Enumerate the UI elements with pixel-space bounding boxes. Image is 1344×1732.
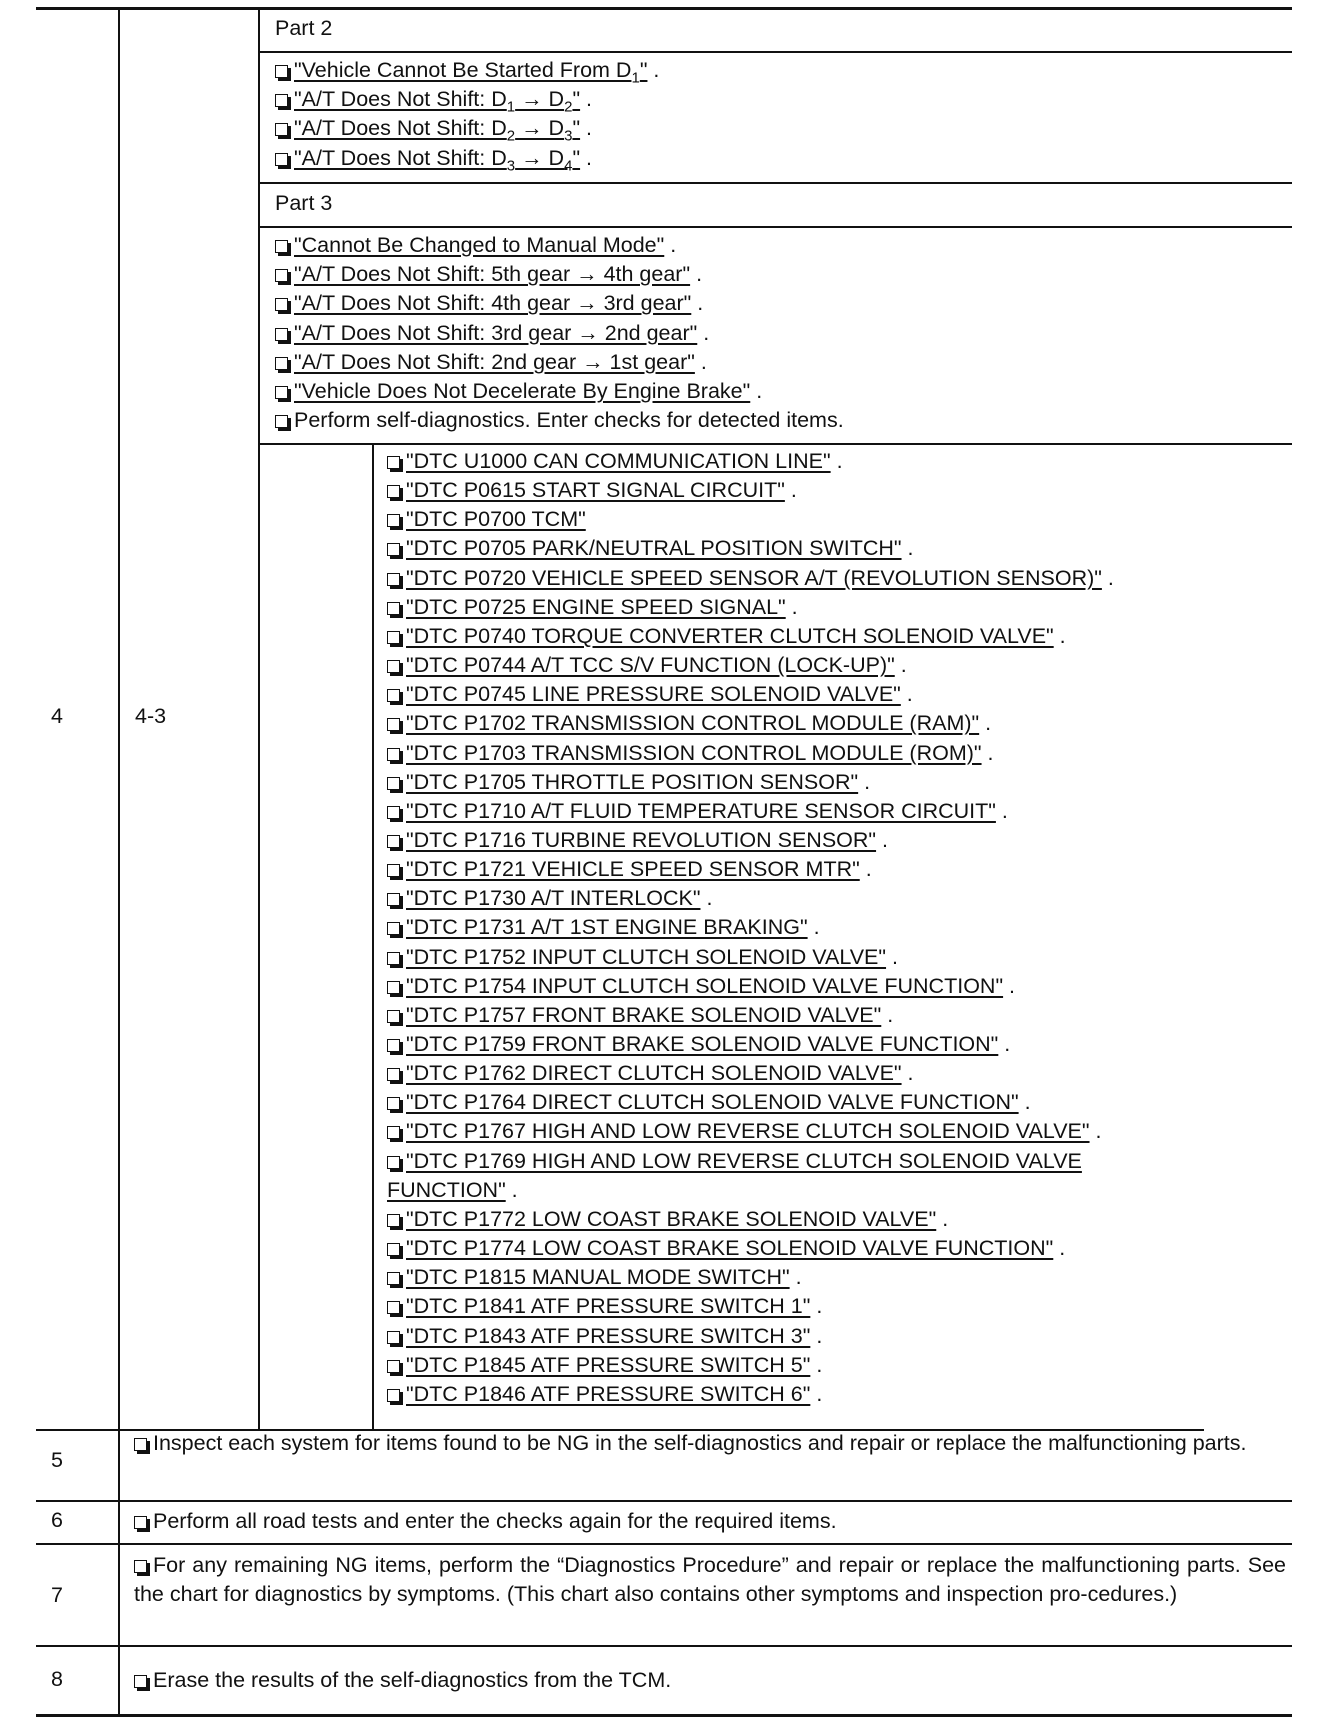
checkbox-icon[interactable] bbox=[387, 631, 400, 644]
dtc-suffix: . bbox=[1018, 1090, 1031, 1115]
subscript: 4 bbox=[564, 156, 573, 174]
dtc-link[interactable]: "DTC P1705 THROTTLE POSITION SENSOR" bbox=[406, 769, 859, 794]
checkbox-icon[interactable] bbox=[275, 357, 288, 370]
table-top-border bbox=[36, 7, 1292, 10]
step-number: 8 bbox=[51, 1667, 63, 1691]
part3-note bbox=[275, 406, 844, 435]
dtc-suffix: . bbox=[876, 827, 889, 852]
dtc-link[interactable]: "DTC P1759 FRONT BRAKE SOLENOID VALVE FUNCTION" bbox=[406, 1032, 999, 1056]
dtc-suffix: . bbox=[886, 944, 898, 969]
part3-item bbox=[275, 377, 762, 406]
step-number: 5 bbox=[51, 1448, 63, 1472]
subscript: 2 bbox=[506, 127, 516, 145]
part3-link[interactable]: "A/T Does Not Shift: 5th gear → 4th gear" bbox=[294, 262, 691, 287]
dtc-link[interactable]: "DTC P0725 ENGINE SPEED SIGNAL" bbox=[406, 594, 786, 619]
dtc-link[interactable]: "DTC P1754 INPUT CLUTCH SOLENOID VALVE FUNCTION" bbox=[406, 973, 1004, 998]
checkbox-icon[interactable] bbox=[275, 240, 288, 253]
checkbox-icon[interactable] bbox=[387, 1331, 400, 1344]
part2-suffix: . bbox=[580, 87, 593, 112]
part3-item bbox=[275, 289, 703, 318]
dtc-suffix: . bbox=[995, 798, 1008, 823]
dtc-link[interactable]: "DTC P1846 ATF PRESSURE SWITCH 6" bbox=[406, 1381, 811, 1406]
col-divider-step bbox=[118, 7, 120, 1717]
dtc-suffix: . bbox=[810, 1323, 823, 1348]
part3-suffix: . bbox=[750, 379, 763, 403]
dtc-suffix: . bbox=[830, 449, 843, 473]
dtc-link[interactable]: "DTC P1841 ATF PRESSURE SWITCH 1" bbox=[406, 1294, 811, 1319]
checkbox-icon[interactable] bbox=[387, 922, 400, 935]
part2-link[interactable]: "A/T Does Not Shift: $D_2 \to D_3$" bbox=[294, 116, 581, 145]
dtc-link[interactable]: "DTC P1764 DIRECT CLUTCH SOLENOID VALVE FUNCTION" bbox=[406, 1090, 1019, 1115]
dtc-item bbox=[387, 1263, 802, 1292]
checkbox-icon[interactable] bbox=[387, 1389, 400, 1402]
checkbox-icon[interactable] bbox=[387, 514, 400, 527]
part3-link[interactable]: "Vehicle Does Not Decelerate By Engine Brake" bbox=[294, 379, 751, 403]
divider-part3-start bbox=[258, 182, 1292, 184]
dtc-link[interactable]: "DTC P0615 START SIGNAL CIRCUIT" bbox=[406, 478, 785, 503]
dtc-suffix: . bbox=[1053, 623, 1066, 648]
checkbox-icon[interactable] bbox=[387, 485, 400, 498]
dtc-link[interactable]: "DTC P1772 LOW COAST BRAKE SOLENOID VALVE" bbox=[406, 1206, 937, 1231]
part3-suffix: . bbox=[664, 233, 677, 257]
dtc-item bbox=[387, 1322, 822, 1351]
checkbox-icon[interactable] bbox=[387, 952, 400, 965]
dtc-link[interactable]: "DTC P0745 LINE PRESSURE SOLENOID VALVE" bbox=[406, 682, 901, 707]
checkbox-icon[interactable] bbox=[134, 1675, 147, 1688]
part3-note-text: Perform self-diagnostics. Enter checks for detected items. bbox=[294, 408, 844, 432]
checkbox-icon[interactable] bbox=[134, 1516, 147, 1529]
dtc-link[interactable]: "DTC P1845 ATF PRESSURE SWITCH 5" bbox=[406, 1352, 811, 1377]
checkbox-icon[interactable] bbox=[387, 602, 400, 615]
divider-part2-header bbox=[258, 51, 1292, 53]
dtc-suffix: . bbox=[810, 1381, 823, 1406]
checkbox-icon[interactable] bbox=[387, 1243, 400, 1256]
checkbox-icon[interactable] bbox=[275, 386, 288, 399]
checkbox-icon[interactable] bbox=[275, 415, 288, 428]
dtc-link[interactable]: "DTC P1710 A/T FLUID TEMPERATURE SENSOR CIRCUIT" bbox=[406, 798, 996, 823]
dtc-suffix: . bbox=[789, 1265, 802, 1290]
checkbox-icon[interactable] bbox=[387, 573, 400, 586]
dtc-item bbox=[387, 593, 798, 622]
dtc-item bbox=[387, 1059, 914, 1088]
step-8-text bbox=[134, 1666, 671, 1695]
dtc-suffix: . bbox=[979, 711, 992, 736]
dtc-item bbox=[387, 505, 586, 534]
dtc-link[interactable]: "DTC P0700 TCM" bbox=[406, 507, 586, 532]
dtc-link[interactable]: "DTC P1774 LOW COAST BRAKE SOLENOID VALVE FUNCTION" bbox=[406, 1236, 1054, 1261]
subscript: 1 bbox=[506, 98, 516, 116]
dtc-suffix: . bbox=[894, 653, 907, 678]
row6-bottom-border bbox=[36, 1543, 1292, 1545]
dtc-item bbox=[387, 1292, 822, 1321]
dtc-suffix: . bbox=[1089, 1119, 1102, 1144]
dtc-item bbox=[387, 943, 898, 972]
dtc-item bbox=[387, 447, 843, 476]
col-divider-sub bbox=[258, 7, 260, 1430]
dtc-link[interactable]: "DTC P1769 HIGH AND LOW REVERSE CLUTCH SOLENOID VALVE bbox=[406, 1148, 1082, 1173]
dtc-link[interactable]: "DTC P0705 PARK/NEUTRAL POSITION SWITCH" bbox=[406, 536, 902, 561]
dtc-suffix: . bbox=[901, 536, 914, 561]
row5-bottom-border bbox=[36, 1500, 1292, 1502]
part2-suffix: . bbox=[580, 116, 593, 141]
checkbox-icon[interactable] bbox=[387, 689, 400, 702]
dtc-link[interactable]: "DTC P1702 TRANSMISSION CONTROL MODULE (RAM)" bbox=[406, 711, 980, 736]
divider-dtc-start bbox=[258, 443, 1292, 445]
dtc-item-cont bbox=[387, 1176, 518, 1205]
part3-link[interactable]: "A/T Does Not Shift: 2nd gear → 1st gear" bbox=[294, 349, 695, 374]
dtc-suffix: . bbox=[807, 915, 820, 940]
dtc-item bbox=[387, 739, 994, 768]
dtc-item bbox=[387, 622, 1066, 651]
dtc-item bbox=[387, 797, 1008, 826]
dtc-item bbox=[387, 1088, 1031, 1117]
checkbox-icon[interactable] bbox=[387, 835, 400, 848]
dtc-suffix: . bbox=[981, 740, 994, 765]
checkbox-icon[interactable] bbox=[387, 1272, 400, 1285]
checkbox-icon[interactable] bbox=[387, 660, 400, 673]
checkbox-icon[interactable] bbox=[387, 1010, 400, 1023]
dtc-suffix: . bbox=[810, 1294, 823, 1319]
dtc-link[interactable]: "DTC P1731 A/T 1ST ENGINE BRAKING" bbox=[406, 915, 808, 940]
dtc-suffix: . bbox=[1101, 565, 1114, 590]
dtc-item bbox=[387, 680, 913, 709]
part3-item bbox=[275, 260, 702, 289]
checkbox-icon[interactable] bbox=[387, 1068, 400, 1081]
dtc-link[interactable]: "DTC P0720 VEHICLE SPEED SENSOR A/T (REVOLUTION SENSOR)" bbox=[406, 565, 1102, 590]
part2-suffix: . bbox=[647, 58, 660, 82]
dtc-item bbox=[387, 1205, 948, 1234]
checkbox-icon[interactable] bbox=[387, 1301, 400, 1314]
step-5-text bbox=[134, 1422, 1284, 1458]
checkbox-icon[interactable] bbox=[387, 806, 400, 819]
checkbox-icon[interactable] bbox=[387, 748, 400, 761]
checkbox-icon[interactable] bbox=[387, 981, 400, 994]
checkbox-icon[interactable] bbox=[387, 718, 400, 731]
dtc-suffix: . bbox=[881, 1002, 894, 1027]
dtc-item bbox=[387, 476, 797, 505]
dtc-item bbox=[387, 1351, 822, 1380]
dtc-suffix: . bbox=[1003, 973, 1016, 998]
part3-suffix: . bbox=[690, 262, 703, 287]
part2-link[interactable]: "Vehicle Cannot Be Started From $D_1$" bbox=[294, 58, 648, 87]
subscript: 3 bbox=[564, 127, 573, 145]
part2-link[interactable]: "A/T Does Not Shift: $D_3 \to D_4$" bbox=[294, 145, 581, 174]
dtc-suffix: . bbox=[784, 478, 797, 503]
checkbox-icon[interactable] bbox=[134, 1438, 147, 1451]
checkbox-icon[interactable] bbox=[275, 153, 288, 166]
step-6-text bbox=[134, 1507, 837, 1536]
dtc-link[interactable]: "DTC P1716 TURBINE REVOLUTION SENSOR" bbox=[406, 827, 877, 852]
checkbox-icon[interactable] bbox=[387, 864, 400, 877]
dtc-suffix: . bbox=[859, 857, 872, 882]
part3-item bbox=[275, 319, 709, 348]
part2-suffix: . bbox=[580, 145, 593, 170]
checkbox-icon[interactable] bbox=[387, 1039, 400, 1052]
checkbox-icon[interactable] bbox=[275, 298, 288, 311]
dtc-item bbox=[387, 1001, 893, 1030]
part3-link[interactable]: "A/T Does Not Shift: 3rd gear → 2nd gear" bbox=[294, 320, 698, 345]
subscript: 1 bbox=[631, 69, 640, 87]
checkbox-icon[interactable] bbox=[275, 94, 288, 107]
dtc-item bbox=[387, 1147, 1082, 1176]
dtc-item bbox=[387, 972, 1015, 1001]
dtc-suffix: . bbox=[998, 1032, 1011, 1056]
part3-link[interactable]: "A/T Does Not Shift: 4th gear → 3rd gear" bbox=[294, 291, 692, 316]
step-8-text-content: Erase the results of the self-diagnostics from the TCM. bbox=[153, 1668, 672, 1692]
divider-part3-header bbox=[258, 226, 1292, 228]
step-number: 4 bbox=[51, 704, 63, 728]
part2-link[interactable]: "A/T Does Not Shift: $D_1 \to D_2$" bbox=[294, 87, 581, 116]
part3-suffix: . bbox=[697, 320, 710, 345]
checkbox-icon[interactable] bbox=[387, 456, 400, 469]
dtc-suffix: . bbox=[1053, 1236, 1066, 1261]
row7-bottom-border bbox=[36, 1645, 1292, 1647]
checkbox-icon[interactable] bbox=[275, 123, 288, 136]
part3-header: Part 3 bbox=[275, 191, 333, 215]
dtc-link[interactable]: "DTC U1000 CAN COMMUNICATION LINE" bbox=[406, 449, 831, 473]
dtc-item bbox=[387, 826, 888, 855]
dtc-suffix: . bbox=[785, 594, 798, 619]
dtc-link[interactable]: "DTC P1767 HIGH AND LOW REVERSE CLUTCH SOLENOID VALVE" bbox=[406, 1119, 1090, 1144]
subscript: 3 bbox=[506, 156, 516, 174]
part2-item bbox=[275, 144, 592, 180]
dtc-link[interactable]: "DTC P1843 ATF PRESSURE SWITCH 3" bbox=[406, 1323, 811, 1348]
dtc-link[interactable]: "DTC P1730 A/T INTERLOCK" bbox=[406, 886, 701, 911]
dtc-item bbox=[387, 884, 712, 913]
dtc-link[interactable]: "DTC P1721 VEHICLE SPEED SENSOR MTR" bbox=[406, 857, 860, 882]
dtc-item bbox=[387, 564, 1114, 593]
step-7-text bbox=[134, 1551, 1286, 1609]
dtc-link[interactable]: "DTC P0744 A/T TCC S/V FUNCTION (LOCK-UP)" bbox=[406, 653, 895, 678]
step-number: 6 bbox=[51, 1508, 63, 1532]
part3-link[interactable]: "Cannot Be Changed to Manual Mode" bbox=[294, 233, 665, 257]
dtc-link[interactable]: "DTC P1752 INPUT CLUTCH SOLENOID VALVE" bbox=[406, 944, 887, 969]
col-divider-dtc bbox=[372, 443, 374, 1430]
dtc-suffix: . bbox=[858, 769, 871, 794]
checkbox-icon[interactable] bbox=[387, 543, 400, 556]
checkbox-icon[interactable] bbox=[387, 777, 400, 790]
checkbox-icon[interactable] bbox=[387, 1097, 400, 1110]
checkbox-icon[interactable] bbox=[387, 1360, 400, 1373]
part3-suffix: . bbox=[691, 291, 704, 316]
dtc-item bbox=[387, 913, 820, 942]
dtc-suffix: . bbox=[810, 1352, 823, 1377]
dtc-item bbox=[387, 1380, 822, 1409]
part3-item bbox=[275, 348, 707, 377]
dtc-item bbox=[387, 709, 991, 738]
dtc-suffix: . bbox=[505, 1177, 518, 1202]
dtc-item bbox=[387, 651, 907, 680]
dtc-item bbox=[387, 1117, 1101, 1146]
checkbox-icon[interactable] bbox=[134, 1560, 147, 1573]
dtc-item bbox=[387, 1234, 1065, 1263]
dtc-suffix: . bbox=[700, 886, 713, 911]
dtc-link[interactable]: "DTC P1757 FRONT BRAKE SOLENOID VALVE" bbox=[406, 1002, 882, 1027]
checkbox-icon[interactable] bbox=[275, 269, 288, 282]
dtc-link[interactable]: "DTC P1762 DIRECT CLUTCH SOLENOID VALVE" bbox=[406, 1061, 902, 1086]
dtc-suffix: . bbox=[901, 1061, 914, 1086]
dtc-item bbox=[387, 534, 913, 563]
part2-header: Part 2 bbox=[275, 16, 333, 40]
checkbox-icon[interactable] bbox=[275, 328, 288, 341]
step-number: 7 bbox=[51, 1583, 63, 1607]
step-7-text-content: For any remaining NG items, perform the “Diagnostics Procedure” and repair or replace the malfunctioning parts. See the chart for diagnostics by symptoms. (This chart also contains other symptoms and inspection pro-cedures.) bbox=[134, 1553, 1286, 1606]
dtc-link[interactable]: "DTC P1815 MANUAL MODE SWITCH" bbox=[406, 1265, 790, 1290]
step-6-text-content: Perform all road tests and enter the checks again for the required items. bbox=[153, 1509, 837, 1533]
dtc-item bbox=[387, 855, 872, 884]
part3-item bbox=[275, 231, 676, 260]
checkbox-icon[interactable] bbox=[387, 1126, 400, 1139]
step-5-text-content: Inspect each system for items found to be NG in the self-diagnostics and repair or replace the malfunctioning parts. bbox=[153, 1431, 1247, 1455]
part3-suffix: . bbox=[694, 349, 707, 374]
table-bottom-border bbox=[36, 1714, 1292, 1717]
checkbox-icon[interactable] bbox=[387, 1156, 400, 1169]
dtc-item bbox=[387, 768, 870, 797]
subscript: 2 bbox=[564, 98, 573, 116]
checkbox-icon[interactable] bbox=[275, 65, 288, 78]
dtc-item bbox=[387, 1030, 1010, 1059]
sub-step-number: 4-3 bbox=[135, 704, 167, 728]
checkbox-icon[interactable] bbox=[387, 1214, 400, 1227]
checkbox-icon[interactable] bbox=[387, 893, 400, 906]
dtc-suffix: . bbox=[900, 682, 913, 707]
dtc-suffix: . bbox=[936, 1206, 949, 1231]
dtc-link[interactable]: "DTC P0740 TORQUE CONVERTER CLUTCH SOLENOID VALVE" bbox=[406, 623, 1054, 648]
dtc-link[interactable]: "DTC P1703 TRANSMISSION CONTROL MODULE (ROM)" bbox=[406, 740, 982, 765]
dtc-link[interactable]: FUNCTION" bbox=[387, 1177, 506, 1202]
